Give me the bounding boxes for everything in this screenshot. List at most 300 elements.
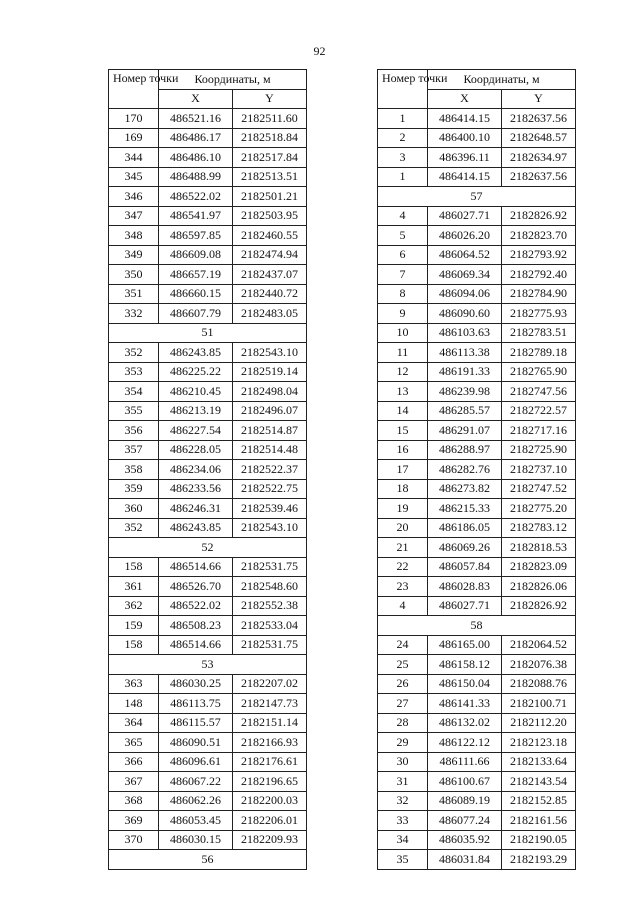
y-coordinate-cell: 2182209.93 (233, 830, 307, 850)
x-coordinate-cell: 486090.60 (428, 304, 502, 324)
table-row (109, 479, 307, 499)
point-number-cell: 369 (109, 811, 159, 831)
y-coordinate-cell: 2182161.56 (502, 811, 576, 831)
table-row (109, 811, 307, 831)
point-number-cell: 370 (109, 830, 159, 850)
y-coordinate-cell: 2182503.95 (233, 206, 307, 226)
table-row (378, 713, 576, 733)
x-coordinate-cell: 486027.71 (428, 596, 502, 616)
x-coordinate-cell: 486285.57 (428, 401, 502, 421)
point-number-cell: 19 (378, 499, 428, 519)
x-coordinate-cell: 486094.06 (428, 284, 502, 304)
table-row (109, 499, 307, 519)
point-number-cell: 15 (378, 421, 428, 441)
table-row (378, 382, 576, 402)
point-number-cell: 4 (378, 596, 428, 616)
y-coordinate-cell: 2182517.84 (233, 148, 307, 168)
x-coordinate-cell: 486246.31 (159, 499, 233, 519)
x-coordinate-cell: 486111.66 (428, 752, 502, 772)
table-row (378, 830, 576, 850)
point-number-cell: 6 (378, 245, 428, 265)
section-row (109, 850, 307, 870)
x-coordinate-cell: 486053.45 (159, 811, 233, 831)
x-coordinate-cell: 486228.05 (159, 440, 233, 460)
point-number-cell: 20 (378, 518, 428, 538)
point-number-cell: 366 (109, 752, 159, 772)
point-number-cell: 360 (109, 499, 159, 519)
point-number-cell: 26 (378, 674, 428, 694)
y-coordinate-cell: 2182793.92 (502, 245, 576, 265)
table-row (378, 148, 576, 168)
section-row (109, 538, 307, 558)
x-coordinate-cell: 486213.19 (159, 401, 233, 421)
table-row (109, 518, 307, 538)
table-row (378, 596, 576, 616)
y-coordinate-cell: 2182064.52 (502, 635, 576, 655)
y-coordinate-cell: 2182200.03 (233, 791, 307, 811)
point-number-cell: 9 (378, 304, 428, 324)
point-number-cell: 34 (378, 830, 428, 850)
point-number-cell: 31 (378, 772, 428, 792)
table-row (378, 323, 576, 343)
y-coordinate-cell: 2182717.16 (502, 421, 576, 441)
x-coordinate-cell: 486541.97 (159, 206, 233, 226)
coordinates-header: Координаты, м (159, 70, 307, 90)
y-coordinate-cell: 2182722.57 (502, 401, 576, 421)
x-coordinate-cell: 486115.57 (159, 713, 233, 733)
point-number-cell: 368 (109, 791, 159, 811)
point-number-cell: 11 (378, 343, 428, 363)
table-row (109, 187, 307, 207)
y-coordinate-cell: 2182533.04 (233, 616, 307, 636)
point-number-cell: 357 (109, 440, 159, 460)
table-row (378, 343, 576, 363)
y-coordinate-cell: 2182543.10 (233, 518, 307, 538)
point-number-cell: 355 (109, 401, 159, 421)
table-body-right (378, 109, 576, 870)
y-coordinate-cell: 2182147.73 (233, 694, 307, 714)
table-row (378, 479, 576, 499)
y-coordinate-cell: 2182775.20 (502, 499, 576, 519)
table-row (109, 713, 307, 733)
x-coordinate-cell: 486027.71 (428, 206, 502, 226)
x-coordinate-cell: 486282.76 (428, 460, 502, 480)
point-number-cell: 348 (109, 226, 159, 246)
point-number-cell: 351 (109, 284, 159, 304)
x-coordinate-cell: 486100.67 (428, 772, 502, 792)
table-row (378, 850, 576, 870)
y-coordinate-cell: 2182737.10 (502, 460, 576, 480)
y-coordinate-cell: 2182775.93 (502, 304, 576, 324)
y-coordinate-cell: 2182826.06 (502, 577, 576, 597)
table-row (378, 206, 576, 226)
point-number-cell: 158 (109, 635, 159, 655)
y-coordinate-cell: 2182522.75 (233, 479, 307, 499)
x-coordinate-cell: 486227.54 (159, 421, 233, 441)
point-number-header: Номер точки (109, 70, 159, 109)
y-coordinate-cell: 2182123.18 (502, 733, 576, 753)
x-coordinate-cell: 486657.19 (159, 265, 233, 285)
table-row (109, 362, 307, 382)
y-coordinate-cell: 2182483.05 (233, 304, 307, 324)
table-row (109, 674, 307, 694)
table-row (378, 752, 576, 772)
table-row (378, 557, 576, 577)
y-coordinate-cell: 2182518.84 (233, 128, 307, 148)
point-number-cell: 25 (378, 655, 428, 675)
table-row (378, 538, 576, 558)
y-coordinate-cell: 2182792.40 (502, 265, 576, 285)
y-coordinate-cell: 2182206.01 (233, 811, 307, 831)
table-row (378, 265, 576, 285)
x-coordinate-cell: 486243.85 (159, 518, 233, 538)
y-coordinate-cell: 2182166.93 (233, 733, 307, 753)
x-coordinate-cell: 486215.33 (428, 499, 502, 519)
x-coordinate-cell: 486514.66 (159, 635, 233, 655)
point-number-cell: 169 (109, 128, 159, 148)
table-row (378, 421, 576, 441)
y-coordinate-cell: 2182193.29 (502, 850, 576, 870)
y-coordinate-cell: 2182522.37 (233, 460, 307, 480)
y-coordinate-cell: 2182823.70 (502, 226, 576, 246)
y-coordinate-cell: 2182076.38 (502, 655, 576, 675)
x-coordinate-cell: 486096.61 (159, 752, 233, 772)
table-row (378, 655, 576, 675)
y-coordinate-cell: 2182826.92 (502, 206, 576, 226)
table-row (109, 148, 307, 168)
y-coordinate-cell: 2182196.65 (233, 772, 307, 792)
y-coordinate-cell: 2182151.14 (233, 713, 307, 733)
section-row (378, 616, 576, 636)
table-row (378, 635, 576, 655)
point-number-cell: 361 (109, 577, 159, 597)
x-coordinate-cell: 486122.12 (428, 733, 502, 753)
y-coordinate-cell: 2182783.12 (502, 518, 576, 538)
coordinates-table-right (377, 69, 576, 870)
y-coordinate-cell: 2182725.90 (502, 440, 576, 460)
y-coordinate-cell: 2182784.90 (502, 284, 576, 304)
y-coordinate-cell: 2182088.76 (502, 674, 576, 694)
table-row (109, 733, 307, 753)
point-number-cell: 362 (109, 596, 159, 616)
x-coordinate-cell: 486414.15 (428, 167, 502, 187)
y-coordinate-cell: 2182634.97 (502, 148, 576, 168)
y-coordinate-cell: 2182519.14 (233, 362, 307, 382)
point-number-cell: 17 (378, 460, 428, 480)
point-number-cell: 347 (109, 206, 159, 226)
x-coordinate-cell: 486158.12 (428, 655, 502, 675)
y-coordinate-cell: 2182539.46 (233, 499, 307, 519)
table-row (378, 401, 576, 421)
table-row (378, 128, 576, 148)
x-coordinate-cell: 486064.52 (428, 245, 502, 265)
point-number-cell: 359 (109, 479, 159, 499)
x-coordinate-cell: 486508.23 (159, 616, 233, 636)
point-number-cell: 344 (109, 148, 159, 168)
y-coordinate-cell: 2182176.61 (233, 752, 307, 772)
y-coordinate-cell: 2182207.02 (233, 674, 307, 694)
section-number: 58 (378, 616, 576, 636)
section-number: 53 (109, 655, 307, 675)
table-row (378, 772, 576, 792)
x-coordinate-cell: 486113.75 (159, 694, 233, 714)
table-row (109, 596, 307, 616)
x-coordinate-cell: 486609.08 (159, 245, 233, 265)
section-row (378, 187, 576, 207)
table-row (378, 284, 576, 304)
y-coordinate-cell: 2182501.21 (233, 187, 307, 207)
y-coordinate-cell: 2182747.52 (502, 479, 576, 499)
table-row (109, 772, 307, 792)
section-number: 56 (109, 850, 307, 870)
section-row (109, 323, 307, 343)
x-coordinate-cell: 486225.22 (159, 362, 233, 382)
point-number-cell: 8 (378, 284, 428, 304)
point-number-cell: 21 (378, 538, 428, 558)
x-coordinate-cell: 486239.98 (428, 382, 502, 402)
header-row (378, 70, 576, 90)
table-row (378, 226, 576, 246)
point-number-cell: 345 (109, 167, 159, 187)
x-coordinate-cell: 486291.07 (428, 421, 502, 441)
table-row (378, 245, 576, 265)
point-number-cell: 354 (109, 382, 159, 402)
point-number-cell: 332 (109, 304, 159, 324)
point-number-cell: 13 (378, 382, 428, 402)
x-coordinate-cell: 486243.85 (159, 343, 233, 363)
table-row (378, 791, 576, 811)
y-coordinate-cell: 2182143.54 (502, 772, 576, 792)
y-coordinate-cell: 2182498.04 (233, 382, 307, 402)
y-coordinate-cell: 2182826.92 (502, 596, 576, 616)
x-coordinate-cell: 486486.10 (159, 148, 233, 168)
point-number-cell: 16 (378, 440, 428, 460)
table-row (378, 499, 576, 519)
point-number-cell: 349 (109, 245, 159, 265)
x-coordinate-cell: 486396.11 (428, 148, 502, 168)
point-number-cell: 3 (378, 148, 428, 168)
x-coordinate-cell: 486069.34 (428, 265, 502, 285)
y-coordinate-cell: 2182437.07 (233, 265, 307, 285)
x-coordinate-cell: 486132.02 (428, 713, 502, 733)
y-coordinate-cell: 2182496.07 (233, 401, 307, 421)
table-row (109, 284, 307, 304)
table-row (378, 304, 576, 324)
table-row (109, 265, 307, 285)
y-coordinate-cell: 2182152.85 (502, 791, 576, 811)
point-number-cell: 350 (109, 265, 159, 285)
x-coordinate-cell: 486288.97 (428, 440, 502, 460)
table-row (378, 811, 576, 831)
y-coordinate-cell: 2182789.18 (502, 343, 576, 363)
y-header: Y (233, 89, 307, 109)
point-number-cell: 1 (378, 167, 428, 187)
x-coordinate-cell: 486165.00 (428, 635, 502, 655)
table-row (109, 440, 307, 460)
x-coordinate-cell: 486077.24 (428, 811, 502, 831)
table-row (378, 109, 576, 129)
y-coordinate-cell: 2182531.75 (233, 557, 307, 577)
table-row (109, 791, 307, 811)
x-coordinate-cell: 486597.85 (159, 226, 233, 246)
table-row (109, 167, 307, 187)
table-row (378, 460, 576, 480)
table-row (109, 635, 307, 655)
table-row (109, 830, 307, 850)
table-row (109, 304, 307, 324)
y-coordinate-cell: 2182648.57 (502, 128, 576, 148)
y-coordinate-cell: 2182818.53 (502, 538, 576, 558)
x-coordinate-cell: 486031.84 (428, 850, 502, 870)
section-number: 57 (378, 187, 576, 207)
point-number-cell: 352 (109, 343, 159, 363)
table-row (378, 362, 576, 382)
x-coordinate-cell: 486210.45 (159, 382, 233, 402)
table-row (109, 694, 307, 714)
point-number-cell: 10 (378, 323, 428, 343)
point-number-cell: 148 (109, 694, 159, 714)
x-coordinate-cell: 486233.56 (159, 479, 233, 499)
y-coordinate-cell: 2182100.71 (502, 694, 576, 714)
point-number-cell: 170 (109, 109, 159, 129)
y-coordinate-cell: 2182552.38 (233, 596, 307, 616)
x-coordinate-cell: 486035.92 (428, 830, 502, 850)
point-number-cell: 158 (109, 557, 159, 577)
table-row (109, 401, 307, 421)
point-number-cell: 29 (378, 733, 428, 753)
y-header: Y (502, 89, 576, 109)
x-coordinate-cell: 486400.10 (428, 128, 502, 148)
table-row (109, 382, 307, 402)
point-number-cell: 27 (378, 694, 428, 714)
table-row (109, 557, 307, 577)
x-coordinate-cell: 486030.25 (159, 674, 233, 694)
point-number-cell: 364 (109, 713, 159, 733)
x-coordinate-cell: 486103.63 (428, 323, 502, 343)
section-number: 51 (109, 323, 307, 343)
point-number-cell: 358 (109, 460, 159, 480)
y-coordinate-cell: 2182460.55 (233, 226, 307, 246)
table-row (378, 694, 576, 714)
table-row (378, 440, 576, 460)
section-row (109, 655, 307, 675)
y-coordinate-cell: 2182511.60 (233, 109, 307, 129)
x-coordinate-cell: 486234.06 (159, 460, 233, 480)
x-coordinate-cell: 486090.51 (159, 733, 233, 753)
table-row (378, 167, 576, 187)
y-coordinate-cell: 2182513.51 (233, 167, 307, 187)
y-coordinate-cell: 2182823.09 (502, 557, 576, 577)
y-coordinate-cell: 2182133.64 (502, 752, 576, 772)
point-number-cell: 32 (378, 791, 428, 811)
table-row (109, 343, 307, 363)
point-number-cell: 1 (378, 109, 428, 129)
coordinates-header: Координаты, м (428, 70, 576, 90)
point-number-cell: 356 (109, 421, 159, 441)
table-row (109, 460, 307, 480)
point-number-cell: 18 (378, 479, 428, 499)
x-coordinate-cell: 486062.26 (159, 791, 233, 811)
point-number-cell: 7 (378, 265, 428, 285)
point-number-cell: 22 (378, 557, 428, 577)
point-number-cell: 30 (378, 752, 428, 772)
y-coordinate-cell: 2182747.56 (502, 382, 576, 402)
x-coordinate-cell: 486186.05 (428, 518, 502, 538)
table-row (109, 421, 307, 441)
table-row (109, 109, 307, 129)
point-number-cell: 4 (378, 206, 428, 226)
table-row (109, 577, 307, 597)
x-coordinate-cell: 486522.02 (159, 596, 233, 616)
x-coordinate-cell: 486273.82 (428, 479, 502, 499)
table-row (378, 674, 576, 694)
point-number-cell: 35 (378, 850, 428, 870)
point-number-header: Номер точки (378, 70, 428, 109)
table-row (109, 245, 307, 265)
table-row (378, 577, 576, 597)
point-number-cell: 14 (378, 401, 428, 421)
point-number-cell: 346 (109, 187, 159, 207)
point-number-cell: 5 (378, 226, 428, 246)
x-coordinate-cell: 486069.26 (428, 538, 502, 558)
point-number-cell: 365 (109, 733, 159, 753)
x-header: X (159, 89, 233, 109)
point-number-cell: 2 (378, 128, 428, 148)
x-coordinate-cell: 486067.22 (159, 772, 233, 792)
table-row (109, 206, 307, 226)
point-number-cell: 352 (109, 518, 159, 538)
x-coordinate-cell: 486526.70 (159, 577, 233, 597)
table-row (109, 616, 307, 636)
y-coordinate-cell: 2182765.90 (502, 362, 576, 382)
y-coordinate-cell: 2182783.51 (502, 323, 576, 343)
point-number-cell: 363 (109, 674, 159, 694)
table-row (109, 128, 307, 148)
x-coordinate-cell: 486057.84 (428, 557, 502, 577)
y-coordinate-cell: 2182543.10 (233, 343, 307, 363)
x-coordinate-cell: 486030.15 (159, 830, 233, 850)
x-coordinate-cell: 486089.19 (428, 791, 502, 811)
x-coordinate-cell: 486028.83 (428, 577, 502, 597)
x-coordinate-cell: 486521.16 (159, 109, 233, 129)
table-row (109, 226, 307, 246)
point-number-cell: 353 (109, 362, 159, 382)
table-row (109, 752, 307, 772)
y-coordinate-cell: 2182440.72 (233, 284, 307, 304)
x-header: X (428, 89, 502, 109)
table-body-left (109, 109, 307, 870)
coordinates-table-left (108, 69, 307, 870)
x-coordinate-cell: 486486.17 (159, 128, 233, 148)
point-number-cell: 24 (378, 635, 428, 655)
point-number-cell: 28 (378, 713, 428, 733)
y-coordinate-cell: 2182531.75 (233, 635, 307, 655)
y-coordinate-cell: 2182474.94 (233, 245, 307, 265)
x-coordinate-cell: 486113.38 (428, 343, 502, 363)
x-coordinate-cell: 486141.33 (428, 694, 502, 714)
header-row (109, 70, 307, 90)
point-number-cell: 159 (109, 616, 159, 636)
point-number-cell: 367 (109, 772, 159, 792)
y-coordinate-cell: 2182514.48 (233, 440, 307, 460)
x-coordinate-cell: 486191.33 (428, 362, 502, 382)
y-coordinate-cell: 2182514.87 (233, 421, 307, 441)
y-coordinate-cell: 2182190.05 (502, 830, 576, 850)
x-coordinate-cell: 486026.20 (428, 226, 502, 246)
x-coordinate-cell: 486150.04 (428, 674, 502, 694)
x-coordinate-cell: 486414.15 (428, 109, 502, 129)
y-coordinate-cell: 2182637.56 (502, 109, 576, 129)
